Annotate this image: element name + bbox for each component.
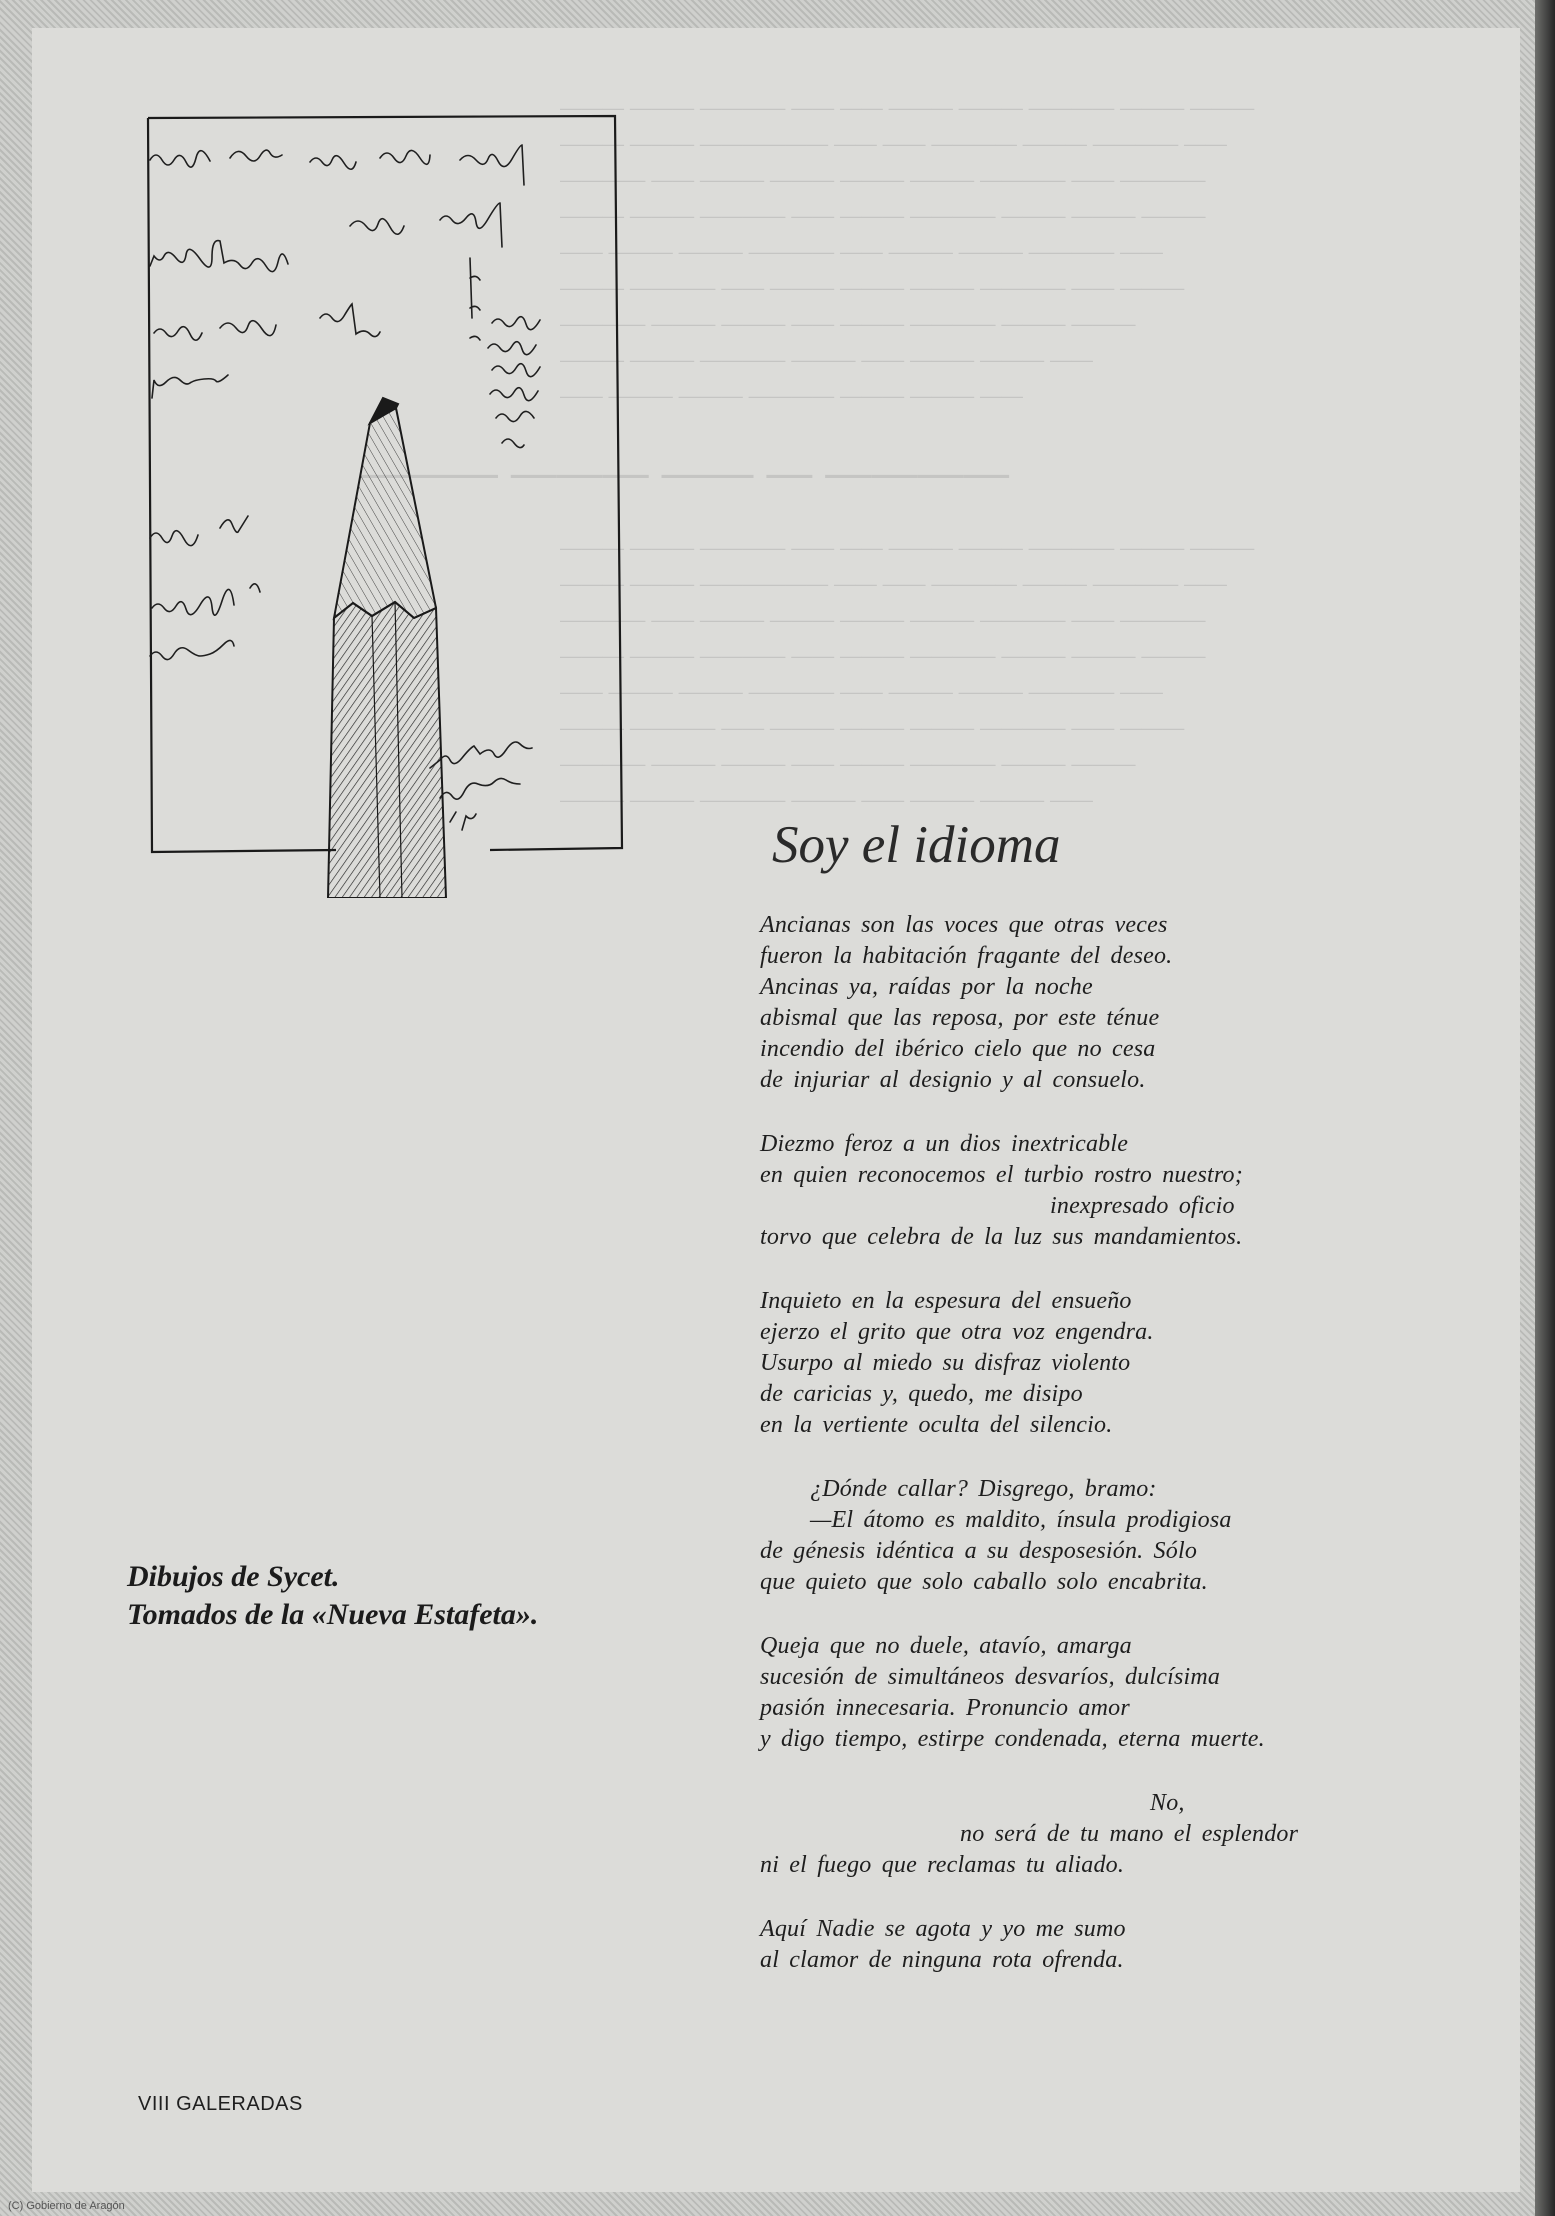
poem-stanza	[760, 1286, 1420, 1441]
poem-stanza	[760, 1788, 1420, 1881]
poem-verse: Aquí Nadie se agota y yo me sumo	[760, 1916, 1126, 1942]
pencil-icon	[328, 398, 446, 898]
caption-line-1: Dibujos de Sycet.	[127, 1560, 340, 1593]
poem-verse: y digo tiempo, estirpe condenada, eterna muerte.	[760, 1726, 1265, 1752]
poem-verse: incendio del ibérico cielo que no cesa	[760, 1036, 1156, 1062]
poem-verse: al clamor de ninguna rota ofrenda.	[760, 1947, 1124, 1973]
poem-title: Soy el idioma	[772, 816, 1061, 874]
poem-verse: No,	[1150, 1790, 1185, 1816]
poem-verse: de caricias y, quedo, me disipo	[760, 1381, 1083, 1407]
poem-verse: —El átomo es maldito, ínsula prodigiosa	[810, 1507, 1232, 1533]
poem-verse: Diezmo feroz a un dios inextricable	[760, 1131, 1129, 1157]
poem-stanza	[760, 1631, 1420, 1755]
poem-verse: Usurpo al miedo su disfraz violento	[760, 1350, 1131, 1376]
illustration-caption	[127, 1558, 538, 1634]
poem-verse: fueron la habitación fragante del deseo.	[760, 943, 1173, 969]
poem-verse: en quien reconocemos el turbio rostro nuestro;	[760, 1162, 1243, 1188]
pencil-drawing	[140, 108, 640, 898]
poem-verse: inexpresado oficio	[1050, 1193, 1235, 1219]
poem-verse: en la vertiente oculta del silencio.	[760, 1412, 1113, 1438]
copyright-notice: (C) Gobierno de Aragón	[8, 2200, 125, 2212]
poem-verse: Ancinas ya, raídas por la noche	[760, 974, 1093, 1000]
poem-verse: torvo que celebra de la luz sus mandamientos.	[760, 1224, 1243, 1250]
page-folio: VIII GALERADAS	[138, 2093, 303, 2115]
caption-line-2: Tomados de la «Nueva Estafeta».	[127, 1598, 539, 1631]
poem-verse: pasión innecesaria. Pronuncio amor	[760, 1695, 1130, 1721]
poem-verse: Queja que no duele, atavío, amarga	[760, 1633, 1132, 1659]
poem-verse: de injuriar al designio y al consuelo.	[760, 1067, 1146, 1093]
poem-body	[760, 910, 1420, 2009]
binding-shadow	[1535, 0, 1555, 2216]
poem-verse: ejerzo el grito que otra voz engendra.	[760, 1319, 1154, 1345]
poem-verse: de génesis idéntica a su desposesión. Sólo	[760, 1538, 1198, 1564]
poem-verse: ¿Dónde callar? Disgrego, bramo:	[810, 1476, 1157, 1502]
poem-stanza	[760, 910, 1420, 1096]
poem-stanza	[760, 1129, 1420, 1253]
poem-stanza	[760, 1474, 1420, 1598]
poem-verse: Ancianas son las voces que otras veces	[760, 912, 1168, 938]
poem-verse: no será de tu mano el esplendor	[960, 1821, 1299, 1847]
poem-verse: que quieto que solo caballo solo encabrita.	[760, 1569, 1208, 1595]
poem-verse: ni el fuego que reclamas tu aliado.	[760, 1852, 1125, 1878]
poem-verse: abismal que las reposa, por este ténue	[760, 1005, 1160, 1031]
poem-verse: sucesión de simultáneos desvaríos, dulcísima	[760, 1664, 1221, 1690]
poem-verse: Inquieto en la espesura del ensueño	[760, 1288, 1132, 1314]
poem-stanza	[760, 1914, 1420, 1976]
